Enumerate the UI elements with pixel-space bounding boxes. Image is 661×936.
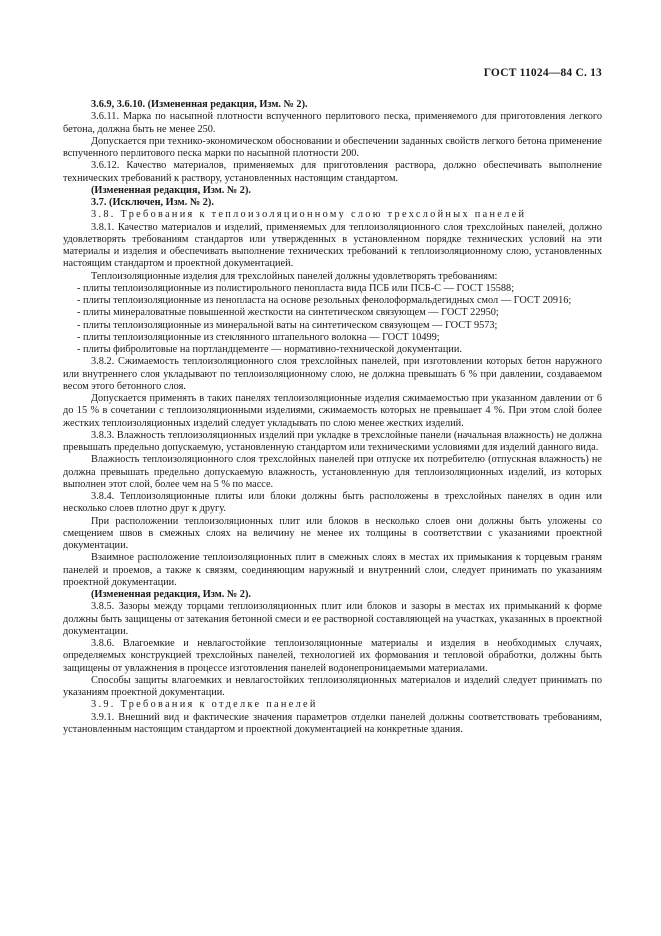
list-item: - плиты теплоизоляционные из минеральной ваты на синтетическом связующем — ГОСТ 9573; xyxy=(77,319,498,331)
amendment-note: (Измененная редакция, Изм. № 2). xyxy=(91,184,251,196)
list-item: - плиты теплоизоляционные из полистирольного пенопласта вида ПСБ или ПСБ-С — ГОСТ 15588; xyxy=(77,282,515,294)
paragraph: Теплоизоляционные изделия для трехслойных панелей должны удовлетворять требованиям: xyxy=(91,270,498,282)
paragraph: 3.8.4. Теплоизоляционные плиты или блоки должны быть расположены в трехслойных панелях в один или несколько слоев плотно друг к другу. xyxy=(63,491,602,515)
paragraph: 3.6.11. Марка по насыпной плотности вспученного перлитового песка, применяемого для приготовления легкого бетона, должна быть не менее 250. xyxy=(63,111,602,135)
list-item: - плиты минераловатные повышенной жесткости на синтетическом связующем — ГОСТ 22950; xyxy=(77,307,499,319)
amendment-note: (Измененная редакция, Изм. № 2). xyxy=(91,589,251,600)
list-item: - плиты теплоизоляционные из пенопласта на основе резольных фенолоформальдегидных смол — ГОСТ 20916; xyxy=(77,295,572,306)
paragraph: 3.8.6. Влагоемкие и невлагостойкие теплоизоляционные материалы и изделия в необходимых случаях, определяемых конструкцией трехслойных панелей, технологией их формования и тепловой обработки, должны быть защищены от увлажнения в процессе изготовления панелей водонепроницаемыми материалами. xyxy=(63,638,602,674)
list-item: - плиты теплоизоляционные из стеклянного штапельного волокна — ГОСТ 10499; xyxy=(77,331,440,343)
document-body xyxy=(63,99,602,736)
paragraph: Допускается при технико-экономическом обосновании и обеспечении заданных свойств легкого бетона применение вспученного перлитового песка марки по насыпной плотности 200. xyxy=(63,135,602,159)
paragraph: 3.8.5. Зазоры между торцами теплоизоляционных плит или блоков и зазоры в местах их примыканий к форме должны быть защищены от затекания бетонной смеси и ее растворной составляющей на участках, указанных в проектной документации. xyxy=(63,601,602,637)
paragraph: При расположении теплоизоляционных плит или блоков в несколько слоев они должны быть уложены со смещением швов в смежных слоях на величину не менее их толщины в соответствии с указаниями проектной документации. xyxy=(63,515,602,551)
paragraph: Допускается применять в таких панелях теплоизоляционные изделия сжимаемостью при указанном давлении от 6 до 15 % в сочетании с теплоизоляционными изделиями, сжимаемость которых не превышает 4 %. При этом слой более жестких теплоизоляционных изделий следует укладывать по слою менее жестких изделий. xyxy=(63,393,602,429)
section-heading: 3.9. Требования к отделке панелей xyxy=(91,699,318,711)
paragraph: 3.8.1. Качество материалов и изделий, применяемых для теплоизоляционного слоя трехслойных панелей, должно удовлетворять требованиям стандартов или утвержденных в установленном порядке технических условий на эти материалы и изделия и обеспечивать выполнение технических требований к теплоизоляционному слою, установленных настоящим стандартом и проектной документацией. xyxy=(63,221,602,270)
paragraph: Влажность теплоизоляционного слоя трехслойных панелей при отпуске их потребителю (отпускная влажность) не должна превышать предельно допускаемую влажность, установленную для теплоизоляционных изделий, из которых выполнен этот слой, более чем на 5 % по массе. xyxy=(63,454,602,490)
paragraph: Способы защиты влагоемких и невлагостойких теплоизоляционных материалов и изделий следует принимать по указаниям проектной документации. xyxy=(63,674,602,698)
paragraph: Взаимное расположение теплоизоляционных плит в смежных слоях в местах их примыкания к торцевым граням панелей и проемов, а также к связям, соединяющим наружный и внутренний слои, следует принимать по указаниям проектной документации. xyxy=(63,552,602,588)
page-header: ГОСТ 11024—84 С. 13 xyxy=(483,67,602,79)
paragraph: 3.6.12. Качество материалов, применяемых для приготовления раствора, должно обеспечивать выполнение технических требований к раствору, установленных настоящим стандартом. xyxy=(63,160,602,184)
section-heading: 3.8. Требования к теплоизоляционному слою трехслойных панелей xyxy=(91,209,527,221)
list-item: - плиты фибролитовые на портландцементе — нормативно-технической документации. xyxy=(77,344,462,355)
amendment-note: 3.7. (Исключен, Изм. № 2). xyxy=(91,197,214,208)
paragraph: 3.9.1. Внешний вид и фактические значения параметров отделки панелей должны соответствовать требованиям, установленным настоящим стандартом и проектной документацией на конкретные здания. xyxy=(63,711,602,735)
paragraph: 3.8.2. Сжимаемость теплоизоляционного слоя трехслойных панелей, при изготовлении которых бетон наружного или внутреннего слоя укладывают по теплоизоляционному слою, не должна превышать 6 % при давлении, создаваемом весом этого бетонного слоя. xyxy=(63,356,602,392)
paragraph: 3.8.3. Влажность теплоизоляционных изделий при укладке в трехслойные панели (начальная влажность) не должна превышать предельно допускаемую, установленную стандартом или техническими условиями для изделий данного вида. xyxy=(63,429,602,453)
amendment-note: 3.6.9, 3.6.10. (Измененная редакция, Изм. № 2). xyxy=(91,99,308,110)
